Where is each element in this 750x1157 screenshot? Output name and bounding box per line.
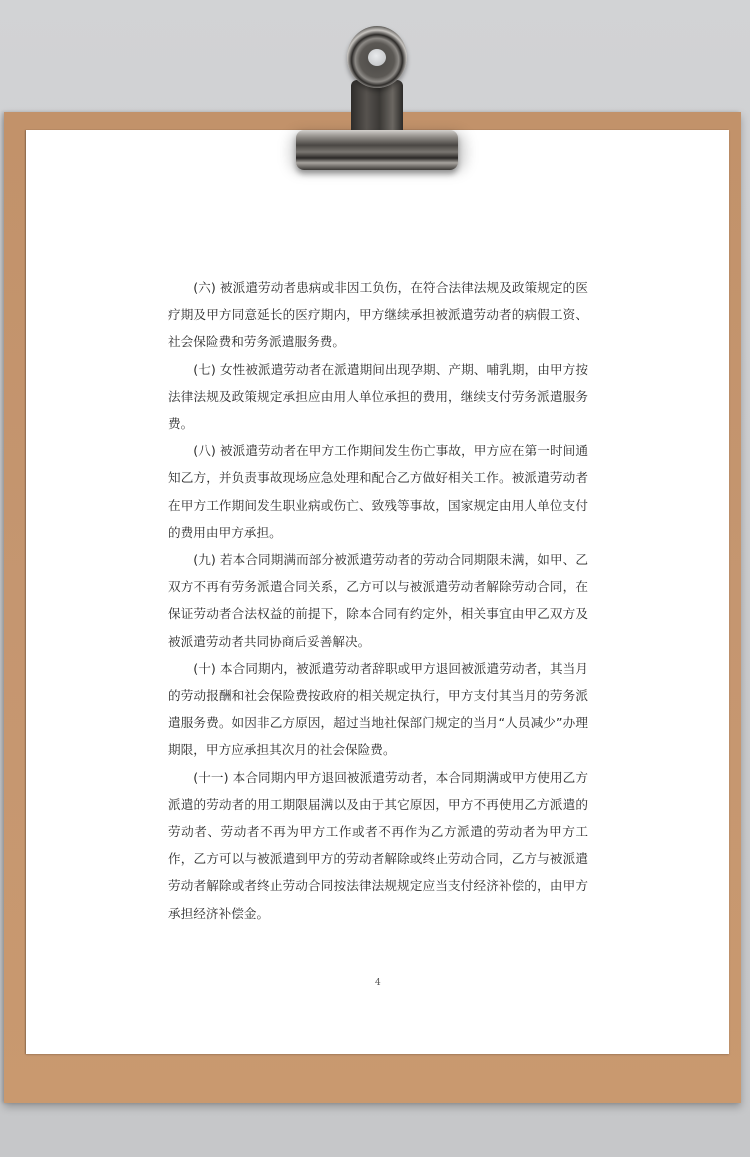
clause-6: (六) 被派遣劳动者患病或非因工负伤，在符合法律法规及政策规定的医疗期及甲方同意延长的医疗期内，甲方继续承担被派遣劳动者的病假工资、社会保险费和劳务派遣服务费。 <box>168 280 588 350</box>
clause-7: (七) 女性被派遣劳动者在派遣期间出现孕期、产期、哺乳期，由甲方按法律法规及政策规定承担应由用人单位承担的费用，继续支付劳务派遣服务费。 <box>168 361 588 432</box>
binder-clip-icon <box>284 22 466 172</box>
clip-base <box>296 130 458 170</box>
page-number: 4 <box>375 978 381 988</box>
document-body <box>168 274 588 927</box>
clause-11: (十一) 本合同期内甲方退回被派遣劳动者，本合同期满或甲方使用乙方派遣的劳动者的用工期限届满以及由于其它原因，甲方不再使用乙方派遣的劳动者、劳动者不再为甲方工作或者不再作为乙方派遣的劳动者为甲方工作，乙方可以与被派遣到甲方的劳动者解除或终止劳动合同，乙方与被派遣劳动者解除或者终止劳动合同按法律法规规定应当支付经济补偿的，由甲方承担经济补偿金。 <box>168 769 588 921</box>
clip-hole <box>368 49 386 66</box>
clause-9: (九) 若本合同期满而部分被派遣劳动者的劳动合同期限未满，如甲、乙双方不再有劳务派遣合同关系，乙方可以与被派遣劳动者解除劳动合同，在保证劳动者合法权益的前提下，除本合同有约定外，相关事宜由甲乙双方及被派遣劳动者共同协商后妥善解决。 <box>168 552 588 649</box>
clause-10: (十) 本合同期内，被派遣劳动者辞职或甲方退回被派遣劳动者，其当月的劳动报酬和社会保险费按政府的相关规定执行，甲方支付其当月的劳务派遣服务费。如因非乙方原因，超过当地社保部门规定的当月“人员减少”办理期限，甲方应承担其次月的社会保险费。 <box>168 660 588 758</box>
clause-8: (八) 被派遣劳动者在甲方工作期间发生伤亡事故，甲方应在第一时间通知乙方，并负责事故现场应急处理和配合乙方做好相关工作。被派遣劳动者在甲方工作期间发生职业病或伤亡、致残等事故，国家规定由用人单位支付的费用由甲方承担。 <box>168 443 588 540</box>
